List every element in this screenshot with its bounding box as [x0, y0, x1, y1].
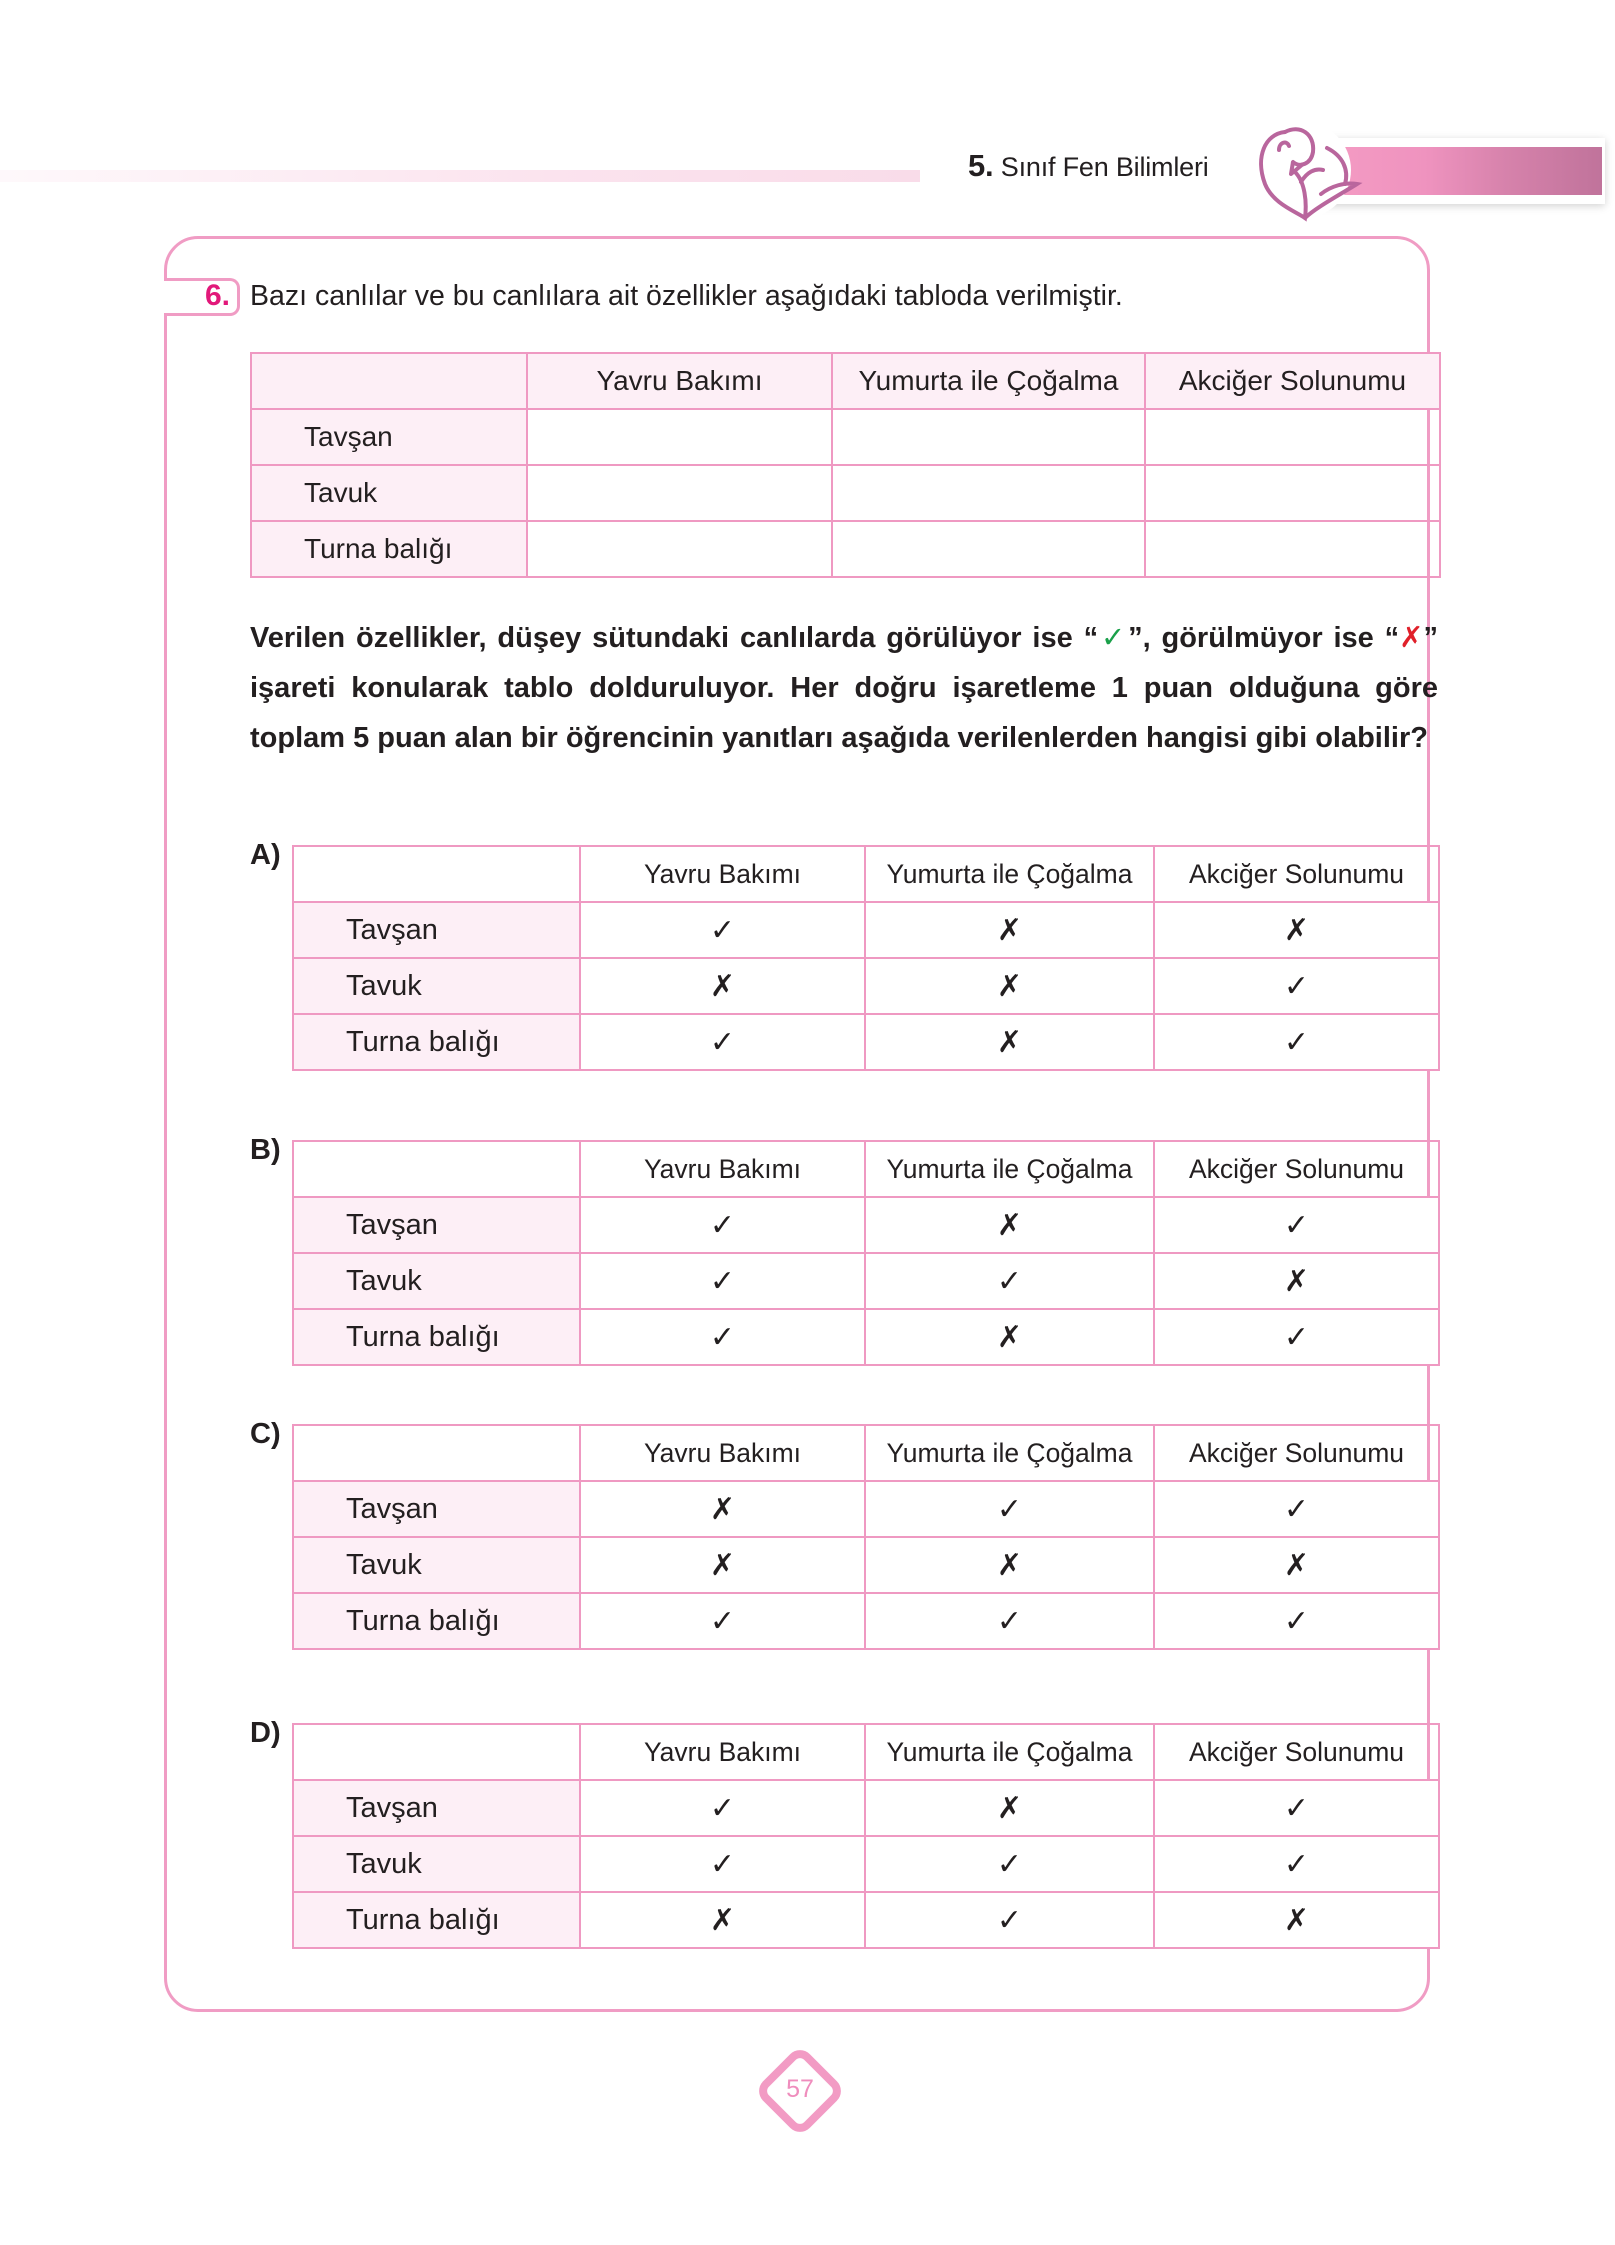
check-mark-icon: ✓ [1154, 1780, 1439, 1836]
stem-text: ”, görülmüyor ise “ [1128, 622, 1400, 654]
check-mark-icon: ✓ [1154, 1481, 1439, 1537]
features-table [250, 352, 1441, 578]
table-row [293, 1197, 1439, 1253]
corner-cell [293, 1724, 580, 1780]
row-label: Tavşan [293, 1481, 580, 1537]
check-mark-icon: ✓ [580, 1836, 865, 1892]
check-mark-icon: ✓ [865, 1836, 1154, 1892]
page-number: 57 [786, 2075, 814, 2103]
column-header: Akciğer Solunumu [1145, 353, 1440, 409]
table-header-row [293, 1425, 1439, 1481]
check-mark-icon: ✓ [1154, 1309, 1439, 1365]
check-mark-icon: ✓ [865, 1892, 1154, 1948]
check-mark-icon: ✓ [865, 1481, 1154, 1537]
corner-cell [251, 353, 527, 409]
cross-mark-icon: ✗ [1154, 1537, 1439, 1593]
row-label: Turna balığı [293, 1309, 580, 1365]
cross-mark-icon: ✗ [865, 902, 1154, 958]
cross-mark-icon: ✗ [1154, 1253, 1439, 1309]
empty-cell [832, 465, 1145, 521]
row-label: Tavuk [251, 465, 527, 521]
check-mark-icon: ✓ [865, 1593, 1154, 1649]
column-header: Yavru Bakımı [580, 1425, 865, 1481]
empty-cell [1145, 521, 1440, 577]
table-row [293, 1780, 1439, 1836]
table-row [293, 1892, 1439, 1948]
column-header: Yumurta ile Çoğalma [832, 353, 1145, 409]
table-row [251, 409, 1440, 465]
check-mark-icon: ✓ [580, 1309, 865, 1365]
column-header: Akciğer Solunumu [1154, 1724, 1439, 1780]
option-table-d[interactable] [292, 1723, 1440, 1949]
option-label-c[interactable]: C) [250, 1418, 281, 1450]
row-label: Tavuk [293, 1253, 580, 1309]
table-row [293, 1481, 1439, 1537]
empty-cell [527, 409, 832, 465]
subject-title [968, 148, 1209, 184]
table-row [293, 958, 1439, 1014]
question-stem [250, 612, 1438, 763]
cross-mark-icon: ✗ [865, 1537, 1154, 1593]
empty-cell [832, 521, 1145, 577]
stem-text: ” işareti konularak tablo dolduruluyor. Her doğru işaretleme 1 puan olduğuna göre toplam 5 puan alan bir öğrencinin yanıtları aşağıda verilenlerden hangisi gibi olabilir? [250, 622, 1438, 754]
column-header: Yumurta ile Çoğalma [865, 1724, 1154, 1780]
check-mark-icon: ✓ [580, 902, 865, 958]
header-decorative-line [0, 170, 920, 182]
question-intro: Bazı canlılar ve bu canlılara ait özellikler aşağıdaki tabloda verilmiştir. [250, 280, 1123, 312]
cross-mark-icon: ✗ [865, 1197, 1154, 1253]
cross-mark-icon: ✗ [580, 1481, 865, 1537]
check-mark-icon: ✓ [1154, 1836, 1439, 1892]
option-label-a[interactable]: A) [250, 839, 281, 871]
option-label-d[interactable]: D) [250, 1717, 281, 1749]
column-header: Akciğer Solunumu [1154, 1141, 1439, 1197]
question-number: 6. [205, 279, 231, 312]
row-label: Tavşan [251, 409, 527, 465]
check-mark-icon: ✓ [580, 1780, 865, 1836]
table-row [251, 465, 1440, 521]
option-label-b[interactable]: B) [250, 1134, 281, 1166]
empty-cell [832, 409, 1145, 465]
stem-text: Verilen özellikler, düşey sütundaki canlılarda görülüyor ise “ [250, 622, 1099, 654]
table-header-row [293, 846, 1439, 902]
column-header: Yumurta ile Çoğalma [865, 846, 1154, 902]
option-table-c[interactable] [292, 1424, 1440, 1650]
row-label: Tavuk [293, 1836, 580, 1892]
column-header: Akciğer Solunumu [1154, 846, 1439, 902]
grade-number: 5. [968, 148, 994, 183]
row-label: Tavşan [293, 1197, 580, 1253]
table-row [251, 521, 1440, 577]
cross-mark-icon: ✗ [580, 1537, 865, 1593]
table-row [293, 1014, 1439, 1070]
table-row [293, 1593, 1439, 1649]
empty-cell [527, 521, 832, 577]
column-header: Yavru Bakımı [580, 1724, 865, 1780]
column-header: Yumurta ile Çoğalma [865, 1141, 1154, 1197]
column-header: Yavru Bakımı [527, 353, 832, 409]
table-row [293, 1253, 1439, 1309]
cross-mark-icon: ✗ [580, 1892, 865, 1948]
row-label: Tavuk [293, 958, 580, 1014]
check-mark-icon: ✓ [580, 1197, 865, 1253]
table-row [293, 902, 1439, 958]
check-mark-icon: ✓ [865, 1253, 1154, 1309]
cross-mark-icon: ✗ [865, 1309, 1154, 1365]
table-header-row [251, 353, 1440, 409]
cross-mark-icon: ✗ [1154, 1892, 1439, 1948]
check-mark-icon: ✓ [580, 1593, 865, 1649]
empty-cell [527, 465, 832, 521]
header-color-bar [1330, 147, 1602, 195]
table-row [293, 1309, 1439, 1365]
table-row [293, 1836, 1439, 1892]
cross-mark-icon: ✗ [865, 958, 1154, 1014]
corner-cell [293, 1425, 580, 1481]
cross-mark-icon: ✗ [580, 958, 865, 1014]
check-mark-icon: ✓ [580, 1253, 865, 1309]
check-mark-icon: ✓ [1154, 1014, 1439, 1070]
row-label: Turna balığı [293, 1892, 580, 1948]
row-label: Tavuk [293, 1537, 580, 1593]
column-header: Yumurta ile Çoğalma [865, 1425, 1154, 1481]
cross-mark-icon: ✗ [865, 1014, 1154, 1070]
row-label: Turna balığı [293, 1593, 580, 1649]
table-header-row [293, 1724, 1439, 1780]
cross-mark-icon: ✗ [1154, 902, 1439, 958]
empty-cell [1145, 409, 1440, 465]
option-table-b[interactable] [292, 1140, 1440, 1366]
row-label: Turna balığı [293, 1014, 580, 1070]
row-label: Tavşan [293, 902, 580, 958]
cross-mark-icon: ✗ [865, 1780, 1154, 1836]
subject-name: Sınıf Fen Bilimleri [1000, 152, 1209, 182]
check-mark-icon: ✓ [580, 1014, 865, 1070]
empty-cell [1145, 465, 1440, 521]
check-mark-icon: ✓ [1154, 1593, 1439, 1649]
column-header: Yavru Bakımı [580, 1141, 865, 1197]
corner-cell [293, 846, 580, 902]
table-row [293, 1537, 1439, 1593]
row-label: Turna balığı [251, 521, 527, 577]
check-mark-icon: ✓ [1154, 958, 1439, 1014]
option-table-a[interactable] [292, 845, 1440, 1071]
row-label: Tavşan [293, 1780, 580, 1836]
corner-cell [293, 1141, 580, 1197]
column-header: Akciğer Solunumu [1154, 1425, 1439, 1481]
parrot-icon [1245, 112, 1365, 224]
cross-mark-icon: ✗ [1399, 620, 1424, 654]
check-mark-icon: ✓ [1098, 620, 1129, 654]
column-header: Yavru Bakımı [580, 846, 865, 902]
check-mark-icon: ✓ [1154, 1197, 1439, 1253]
table-header-row [293, 1141, 1439, 1197]
